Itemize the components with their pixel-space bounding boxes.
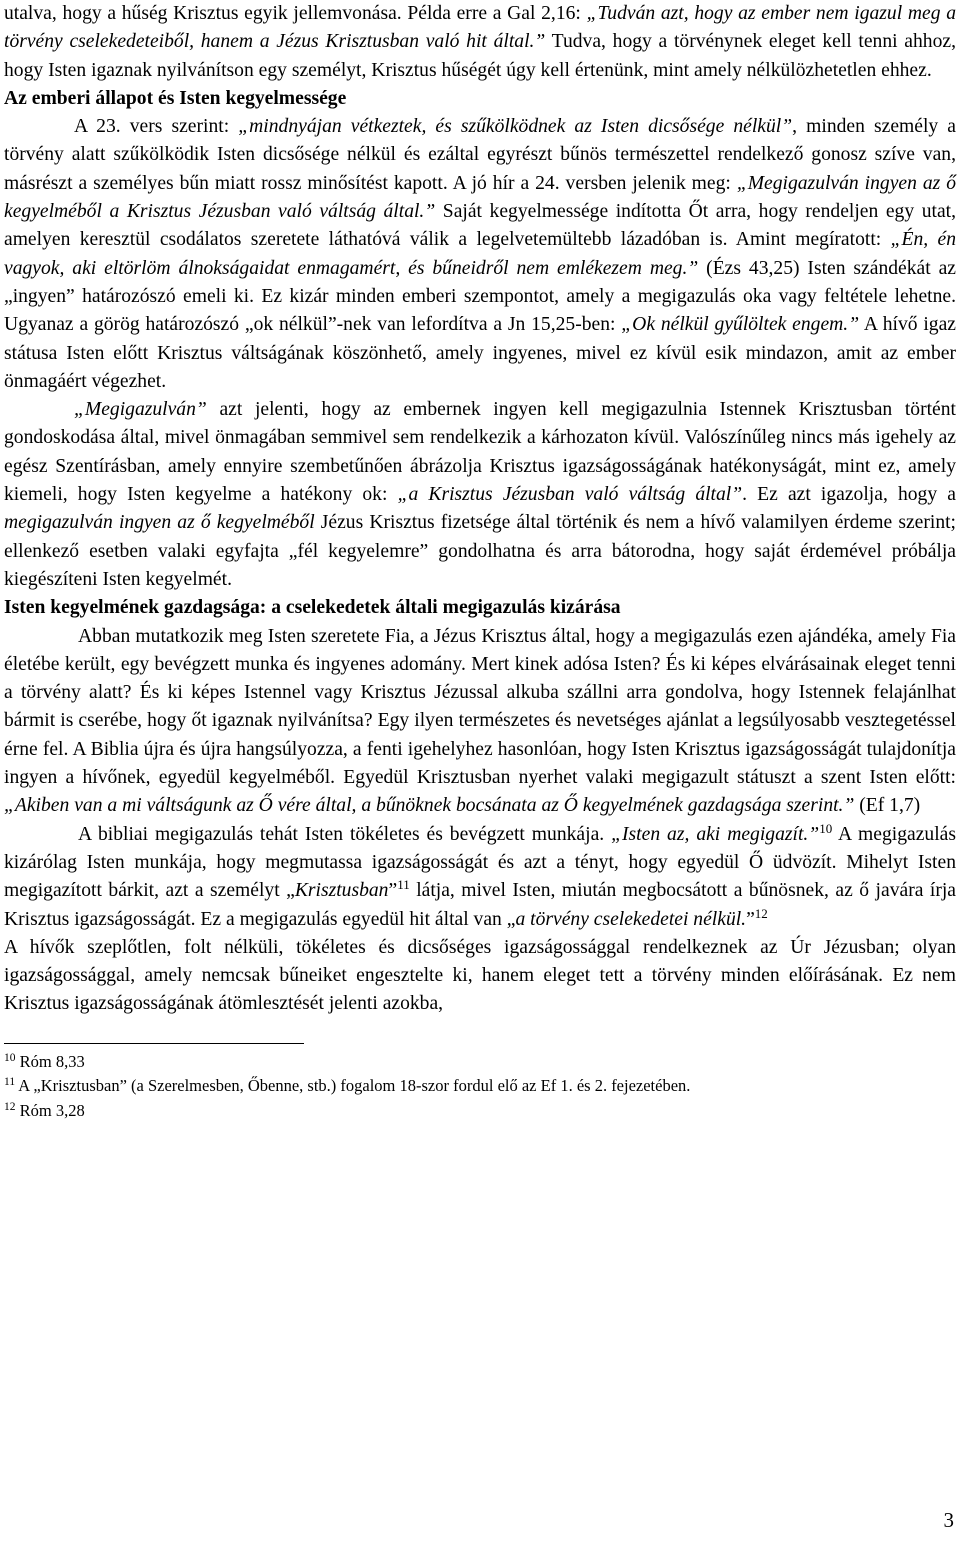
- text-run: A hívők szeplőtlen, folt nélküli, tökéletes és dicsőséges igazságossággal rendelkeznek az Úr Jézusban; olyan igazságossággal, amely nemcsak bűneiket engesztelte ki, hanem eleget tett a törvény minden előírásának. Ez nem Krisztus igazságosságának átömlesztését jelenti azokba,: [4, 936, 956, 1015]
- footnote-ref-10[interactable]: 10: [819, 820, 833, 836]
- text-run: ”: [746, 908, 755, 930]
- text-run: azt jelenti, hogy az embernek ingyen kell megigazulnia Istennek Krisztusban történt gondoskodása által, mivel önmagában semmivel sem rendelkezik a kárhozaton kívül. Valószínűleg nincs más igehely az egész Szentírásban, amely ennyire szembetűnően ábrázolja Krisztus igazságosságának hatékonyságát, mint ez, amely kiemeli, hogy Isten kegyelme a hatékony ok:: [4, 399, 956, 506]
- section-heading-human-condition: Az emberi állapot és Isten kegyelmessége: [4, 87, 347, 109]
- footnote-text: Róm 8,33: [15, 1051, 85, 1071]
- footnote-text: Róm 3,28: [15, 1100, 85, 1120]
- text-run: (Ézs 43,25) Isten szándékát az „ingyen” határozószó emeli ki. Ez kizár minden emberi szempontot, amely a megigazulás oka vagy feltétele lehetne. Ugyanaz a görög határozószó „ok nélkül”-nek van lefordítva a Jn 15,25-ben:: [4, 257, 956, 336]
- footnote-number: 10: [4, 1051, 16, 1064]
- italic-term: Krisztusban: [294, 880, 389, 902]
- text-run: (Ef 1,7): [854, 795, 921, 817]
- quote-redemption: „a Krisztus Jézusban való váltság által”: [397, 484, 743, 506]
- text-run: látja, mivel Isten, miután megbocsátott a bűnösnek, az ő javára írja Krisztus igazságosságát. Ez a megigazulás egyedül hit által van „: [4, 880, 957, 930]
- document-page: [4, 0, 956, 1123]
- italic-phrase: megigazulván ingyen az ő kegyelméből: [4, 512, 315, 534]
- text-run: A hívő igaz státusa Isten előtt Krisztus váltságának köszönhető, amely ingyenes, mivel ez kívül esik mindazon, amit az ember önmagáért végezhet.: [4, 314, 956, 392]
- text-run: A bibliai megigazulás tehát Isten tökéletes és bevégzett munkája.: [78, 823, 612, 845]
- text-run: . Ez azt igazolja, hogy a: [742, 484, 956, 506]
- quote-ephesians: „Akiben van a mi váltságunk az Ő vére által, a bűnöknek bocsánata az Ő kegyelmének gazdagsága szerint.”: [4, 795, 855, 817]
- paragraph-bibliai: [4, 821, 956, 934]
- text-run: A 23. vers szerint:: [74, 116, 239, 138]
- section-heading-riches-of-grace: Isten kegyelmének gazdagsága: a cselekedetek általi megigazulás kizárása: [4, 597, 621, 619]
- text-run: A megigazulás kizárólag Isten munkája, hogy megmutassa igazságosságát és azt a tényt, hogy egyedül Ő üdvözít. Mihelyt Isten megigazított bárkit, azt a személyt „: [4, 823, 956, 902]
- paragraph-abban: [4, 623, 956, 821]
- text-run: Abban mutatkozik meg Isten szeretete Fia, a Jézus Krisztus által, hogy a megigazulás ezen ajándéka, amely Fia életébe került, egy bevégzett munka és ingyenes adomány. Mert kinek adósa Isten? És ki képes elvárásainak eleget tenni a törvény alatt? És ki képes Istennel vagy Krisztus Jézussal alkuba szállni arra gondolva, hogy Istennek felajánlhat bármit is cserébe, hogy őt igaznak nyilvánítsa? Egy ilyen természetes és nevetséges ajánlat a legsúlyosabb vesztegetéssel érne fel. A Biblia újra és újra hangsúlyozza, a fenti igehelyhez hasonlóan, hogy Isten Krisztus igazságosságát tulajdonítja ingyen a hívőnek, egyedül kegyelméből. Egyedül Krisztusban nyerhet valaki megigazult státuszt a szent Isten előtt:: [4, 625, 956, 789]
- text-run: , minden személy a törvény alatt szűkölködik Isten dicsősége nélkül és ezáltal egyrészt bűnös természettel rendelkező gonosz szíve van, másrészt a személyes bűn miatt rossz minősítést kapott. A jó hír a 24. versben jelenik meg:: [4, 116, 956, 194]
- footnote-ref-11[interactable]: 11: [397, 877, 410, 893]
- footnotes: [4, 1050, 956, 1124]
- quote-term: „Megigazulván”: [74, 399, 207, 421]
- text-run: Jézus Krisztus fizetsége által történik és nem a hívő valamilyen érdeme szerint; ellenkező esetben valaki egyfajta „fél kegyelemre” gondolhatna és arra bátorodna, hogy saját érdemével próbálja kiegészíteni Isten kegyelmét.: [4, 512, 957, 590]
- footnote-11: [4, 1074, 956, 1099]
- text-run: Saját kegyelmessége indította Őt arra, hogy rendeljen egy utat, amelyen keresztül csodálatos szeretete láthatóvá válik a legelvetemültebb lázadóban is. Amint megíratott:: [4, 201, 956, 251]
- footnote-divider: [4, 1043, 304, 1044]
- quote-john: „Ok nélkül gyűlöltek engem.”: [621, 314, 860, 336]
- quote-gal: „Tudván azt, hogy az ember nem igazul meg a törvény cselekedeteiből, hanem a Jézus Krisztusban való hit által.”: [4, 3, 956, 53]
- footnote-number: 12: [4, 1100, 16, 1113]
- footnote-10: [4, 1050, 956, 1075]
- paragraph-verse-23: [4, 113, 956, 396]
- text-run: utalva, hogy a hűség Krisztus egyik jellemvonása. Példa erre a Gal 2,16:: [4, 3, 587, 24]
- page-number: 3: [943, 1508, 954, 1532]
- text-run: ”: [388, 880, 398, 902]
- footnote-ref-12[interactable]: 12: [754, 905, 768, 921]
- paragraph-hivok: [4, 934, 956, 1019]
- footnote-number: 11: [4, 1076, 16, 1089]
- quote-isaiah: „Én, én vagyok, aki eltörlöm álnokságaidat enmagamért, és bűneidről nem emlékezem meg.”: [4, 229, 956, 279]
- text-run: Tudva, hogy a törvénynek eleget kell tenni ahhoz, hogy Isten igaznak nyilvánítson egy személyt, Krisztus hűségét úgy kell értenünk, mint amely nélkülözhetetlen ehhez.: [4, 31, 956, 81]
- paragraph-megigazulvan: [4, 396, 956, 594]
- quote-god-justifies: „Isten az, aki megigazít.”: [611, 823, 820, 845]
- quote-verse-24: „Megigazulván ingyen az ő kegyelméből a Krisztus Jézusban való váltság által.”: [4, 172, 956, 223]
- quote-verse-23: „mindnyájan vétkeztek, és szűkölködnek az Isten dicsősége nélkül”: [238, 116, 793, 138]
- footnote-text: A „Krisztusban” (a Szerelmesben, Őbenne, stb.) fogalom 18-szor fordul elő az Ef 1. és 2. fejezetében.: [15, 1076, 691, 1096]
- italic-phrase: a törvény cselekedetei nélkül.: [515, 908, 747, 930]
- paragraph-intro: [4, 0, 956, 85]
- footnote-12: [4, 1099, 956, 1124]
